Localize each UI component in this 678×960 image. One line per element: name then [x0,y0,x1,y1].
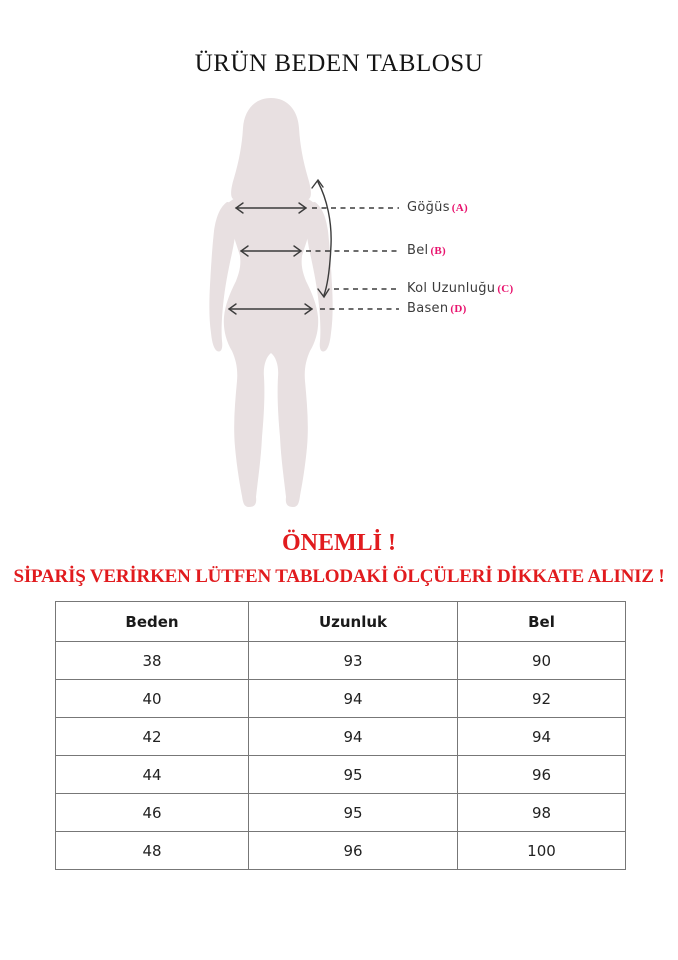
cell-beden: 48 [56,832,249,870]
cell-bel: 98 [458,794,626,832]
measurement-letter: (A) [451,202,468,214]
measurement-letter: (B) [430,245,447,257]
important-heading: ÖNEMLİ ! [282,530,396,556]
cell-bel: 100 [458,832,626,870]
cell-bel: 92 [458,680,626,718]
cell-beden: 38 [56,642,249,680]
table-row [56,718,626,756]
cell-uzunluk: 93 [249,642,458,680]
important-subheading: SİPARİŞ VERİRKEN LÜTFEN TABLODAKİ ÖLÇÜLERİ DİKKATE ALINIZ ! [13,566,665,587]
table-row [56,832,626,870]
size-table [55,601,626,870]
measurement-name: Bel [407,243,429,258]
cell-beden: 42 [56,718,249,756]
table-row [56,794,626,832]
measurement-label-hip [407,302,467,316]
cell-uzunluk: 95 [249,794,458,832]
header-uzunluk: Uzunluk [249,602,458,642]
measurement-label-waist [407,244,446,258]
cell-uzunluk: 94 [249,718,458,756]
table-row [56,642,626,680]
cell-bel: 94 [458,718,626,756]
header-beden: Beden [56,602,249,642]
cell-beden: 44 [56,756,249,794]
measurement-label-arm-length [407,282,514,296]
body-silhouette [209,98,332,507]
cell-beden: 46 [56,794,249,832]
cell-uzunluk: 94 [249,680,458,718]
page-title: ÜRÜN BEDEN TABLOSU [194,50,484,77]
measurement-name: Kol Uzunluğu [407,281,496,296]
header-bel: Bel [458,602,626,642]
cell-bel: 90 [458,642,626,680]
cell-uzunluk: 96 [249,832,458,870]
size-table-header-row [56,602,626,642]
measurement-letter: (C) [497,283,514,295]
table-row [56,680,626,718]
cell-beden: 40 [56,680,249,718]
measurement-name: Göğüs [407,200,450,215]
measurement-label-chest [407,201,468,215]
measurement-name: Basen [407,301,449,316]
cell-uzunluk: 95 [249,756,458,794]
cell-bel: 96 [458,756,626,794]
table-row [56,756,626,794]
measurement-letter: (D) [450,303,467,315]
